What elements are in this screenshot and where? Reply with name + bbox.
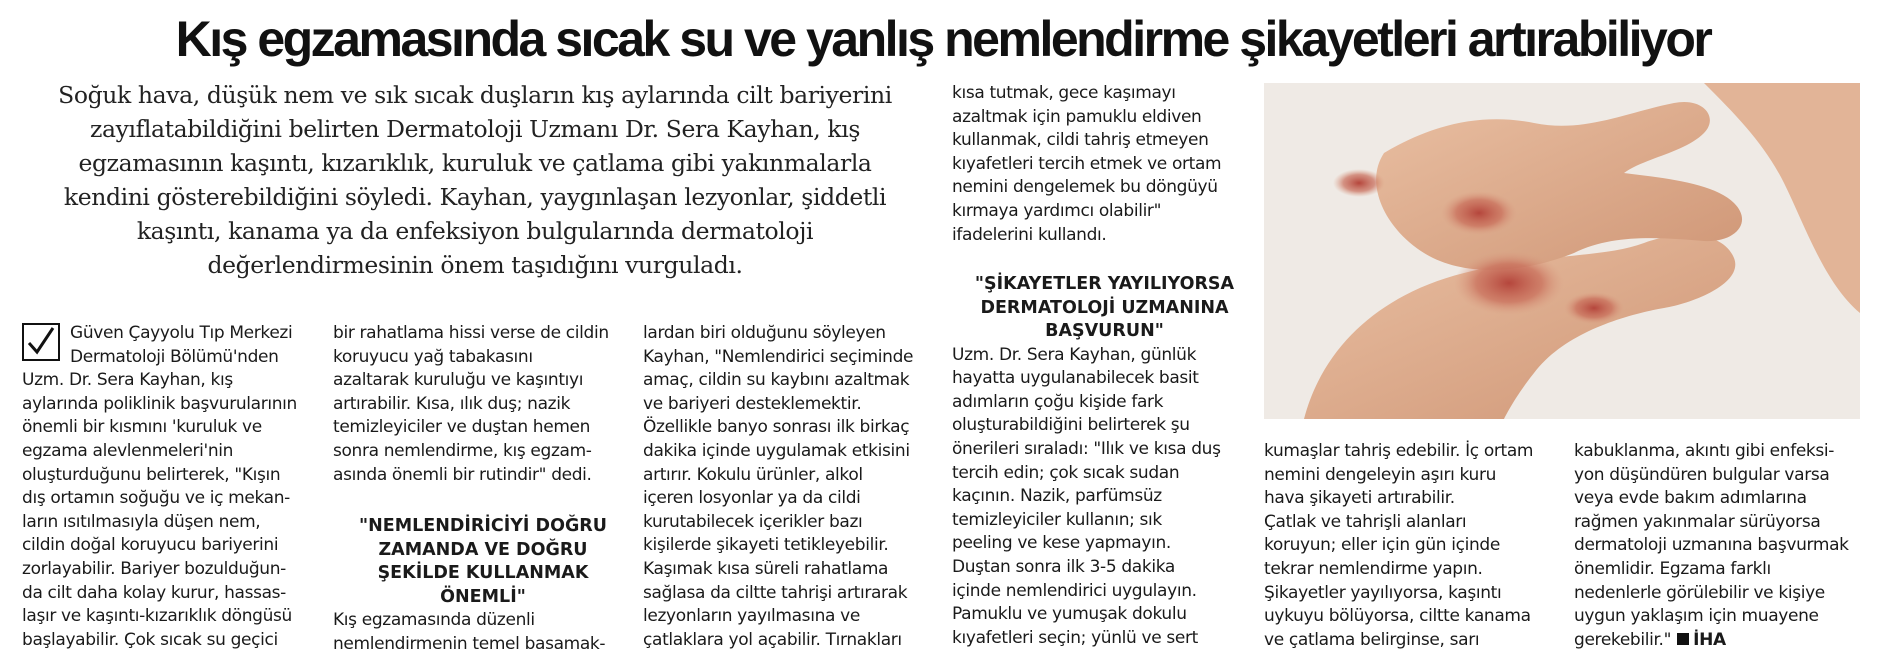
c1-line: cildin doğal koruyucu bariyerini (22, 535, 279, 556)
c3-line: dakika içinde uygulamak etkisini (643, 440, 910, 461)
headline: Kış egzamasında sıcak su ve yanlış nemlendirme şikayetleri artırabiliyor (175, 11, 1711, 67)
c4-sub-line: DERMATOLOJİ UZMANINA (980, 297, 1229, 318)
c4a-line: kullanmak, cildi tahriş etmeyen (952, 130, 1209, 151)
c1-line: Uzm. Dr. Sera Kayhan, kış (22, 370, 233, 391)
c4b-line: adımların çoğu kişide fark (952, 391, 1164, 412)
c3-line: kişilerde şikayeti tetikleyebilir. (643, 535, 889, 556)
closing-text: gerekebilir." (1574, 629, 1672, 650)
c6-line: dermatoloji uzmanına başvurmak (1574, 535, 1849, 556)
c5-line: hava şikayeti artırabilir. (1264, 488, 1455, 509)
c4a-line: azaltmak için pamuklu eldiven (952, 106, 1202, 127)
c4-sub-line: BAŞVURUN" (1045, 321, 1164, 342)
column-6-text (1574, 440, 1874, 629)
c4b-line: Pamuklu ve yumuşak dokulu (952, 604, 1187, 625)
c3-line: içeren losyonlar ya da cildi (643, 488, 861, 509)
column-3 (643, 322, 943, 652)
c3-line: sağlasa da ciltte tahrişi artırarak (643, 582, 908, 603)
lead-paragraph: Soğuk hava, düşük nem ve sık sıcak duşların kış aylarında cilt bariyerini zayıflatabildiğini belirten Dermatoloji Uzmanı Dr. Sera Kayhan, kış egzamasının kaşıntı, kızarıklık, kuruluk ve çatlama gibi yakınmalarla kendini gösterebildiğini söyledi. Kayhan, yaygınlaşan lezyonlar, şiddetli kaşıntı, kanama ya da enfeksiyon bulgularında dermatoloji değerlendirmesinin önem taşıdığını vurguladı. (58, 81, 892, 279)
c2b-line: Kış egzamasında düzenli (333, 610, 535, 631)
c6-line: veya evde bakım adımlarına (1574, 488, 1807, 509)
column-2-text-bottom (333, 609, 633, 656)
c3-line: kurutabilecek içerikler bazı (643, 511, 863, 532)
c6-line: önemlidir. Egzama farklı (1574, 558, 1771, 579)
c2a-line: koruyucu yağ tabakasını (333, 346, 533, 367)
column-2 (333, 322, 633, 656)
c4a-line: ifadelerini kullandı. (952, 224, 1107, 245)
c4a-line: kıyafetleri tercih etmek ve ortam (952, 153, 1222, 174)
c3-line: lezyonların yayılmasına ve (643, 606, 860, 627)
c2-sub-line: ZAMANDA VE DOĞRU (378, 539, 588, 560)
c6-line: kabuklanma, akıntı gibi enfeksi- (1574, 441, 1835, 461)
c1-line: oluşturduğunu belirterek, "Kışın (22, 464, 281, 485)
c4b-line: oluşturabildiğini belirterek şu (952, 415, 1190, 436)
c1-line: önemli bir kısmını 'kuruluk ve (22, 417, 262, 438)
c4b-line: Uzm. Dr. Sera Kayhan, günlük (952, 344, 1197, 365)
c2a-line: asında önemli bir rutindir" dedi. (333, 464, 592, 485)
c2-sub-line: "NEMLENDİRİCİYİ DOĞRU (359, 516, 607, 537)
c5-line: Şikayetler yayılıyorsa, kaşıntı (1264, 582, 1502, 603)
c1-line: laşır ve kaşıntı-kızarıklık döngüsü (22, 606, 292, 627)
c1-line: başlayabilir. Çok sıcak su geçici (22, 629, 278, 650)
c2-sub-line: ÖNEMLİ" (440, 586, 526, 607)
c2a-line: bir rahatlama hissi verse de cildin (333, 323, 609, 343)
c6-line: nedenlerle görülebilir ve kişiye (1574, 582, 1825, 603)
c5-line: Çatlak ve tahrişli alanları (1264, 511, 1467, 532)
column-4-text-top (952, 82, 1257, 247)
c1-line: zorlayabilir. Bariyer bozulduğun- (22, 558, 286, 579)
c3-line: amaç, cildin su kaybını azaltmak (643, 370, 910, 391)
c5-line: koruyun; eller için gün içinde (1264, 535, 1500, 556)
c6-line: yon düşündüren bulgular varsa (1574, 464, 1830, 485)
c4b-line: peeling ve kese yapmayın. (952, 533, 1171, 554)
c2a-line: temizleyiciler ve duştan hemen (333, 417, 591, 438)
c3-line: lardan biri olduğunu söyleyen (643, 323, 886, 343)
column-4-text-bottom (952, 344, 1257, 651)
column-6 (1574, 440, 1874, 652)
column-5 (1264, 440, 1564, 652)
c4b-line: temizleyiciler kullanın; sık (952, 509, 1162, 530)
c5-line: nemini dengeleyin aşırı kuru (1264, 464, 1497, 485)
c4b-line: hayatta uygulanabilecek basit (952, 368, 1199, 389)
c2a-line: sonra nemlendirme, kış egzam- (333, 440, 592, 461)
c4b-line: içinde nemlendirici uygulayın. (952, 580, 1197, 601)
c4-sub-line: "ŞİKAYETLER YAYILIYORSA (974, 274, 1235, 295)
c3-line: Kaşımak kısa süreli rahatlama (643, 558, 889, 579)
subheading-dermatology (952, 273, 1257, 344)
c5-line: uykuyu bölüyorsa, ciltte kanama (1264, 606, 1531, 627)
column-4 (952, 82, 1257, 650)
c4b-line: tercih edin; çok sıcak sudan (952, 462, 1180, 483)
c2a-line: azaltarak kuruluğu ve kaşıntıyı (333, 370, 584, 391)
c1-line: aylarında poliklinik başvurularının (22, 393, 297, 414)
c4b-line: kıyafetleri seçin; yünlü ve sert (952, 627, 1198, 648)
c1-line: da cilt daha kolay kurur, hassas- (22, 582, 286, 603)
c1-line: Dermatoloji Bölümü'nden (70, 346, 279, 367)
c4b-line: önerileri sıraladı: "Ilık ve kısa duş (952, 439, 1221, 460)
c1-line: Güven Çayyolu Tıp Merkezi (70, 323, 293, 343)
c1-line: egzama alevlenmeleri'nin (22, 440, 234, 461)
eczema-hands-photo (1264, 83, 1860, 419)
c3-line: çatlaklara yol açabilir. Tırnakları (643, 629, 902, 650)
column-1 (22, 322, 322, 652)
column-1-text (22, 322, 322, 652)
c4b-line: Duştan sonra ilk 3-5 dakika (952, 557, 1175, 577)
c3-line: Kayhan, "Nemlendirici seçiminde (643, 346, 914, 367)
c2b-line: nemlendirmenin temel basamak- (333, 633, 606, 654)
c4b-line: kaçının. Nazik, parfümsüz (952, 486, 1162, 507)
agency-credit: İHA (1693, 629, 1726, 650)
column-2-text-top (333, 322, 633, 487)
c4a-line: kısa tutmak, gece kaşımayı (952, 83, 1176, 103)
c5-line: ve çatlama belirginse, sarı (1264, 629, 1480, 650)
c2-sub-line: ŞEKİLDE KULLANMAK (377, 563, 589, 584)
c5-line: kumaşlar tahriş edebilir. İç ortam (1264, 441, 1534, 461)
column-5-text (1264, 440, 1564, 652)
c3-line: ve bariyeri desteklemektir. (643, 393, 862, 414)
c5-line: tekrar nemlendirme yapın. (1264, 558, 1483, 579)
c4a-line: kırmaya yardımcı olabilir" (952, 200, 1162, 221)
c2a-line: artırabilir. Kısa, ılık duş; nazik (333, 393, 571, 414)
c1-line: ların ısıtılmasıyla düşen nem, (22, 511, 261, 532)
c1-line: dış ortamın soğuğu ve iç mekan- (22, 488, 290, 509)
c4a-line: nemini dengelemek bu döngüyü (952, 177, 1218, 198)
signature-line (1574, 629, 1874, 653)
c6-line: uygun yaklaşım için muayene (1574, 606, 1819, 627)
column-3-text (643, 322, 943, 652)
subheading-moisturizer (333, 515, 633, 609)
c6-line: rağmen yakınmalar sürüyorsa (1574, 511, 1821, 532)
square-bullet-icon (1677, 633, 1689, 645)
c3-line: Özellikle banyo sonrası ilk birkaç (643, 417, 910, 438)
c3-line: artırır. Kokulu ürünler, alkol (643, 464, 863, 485)
